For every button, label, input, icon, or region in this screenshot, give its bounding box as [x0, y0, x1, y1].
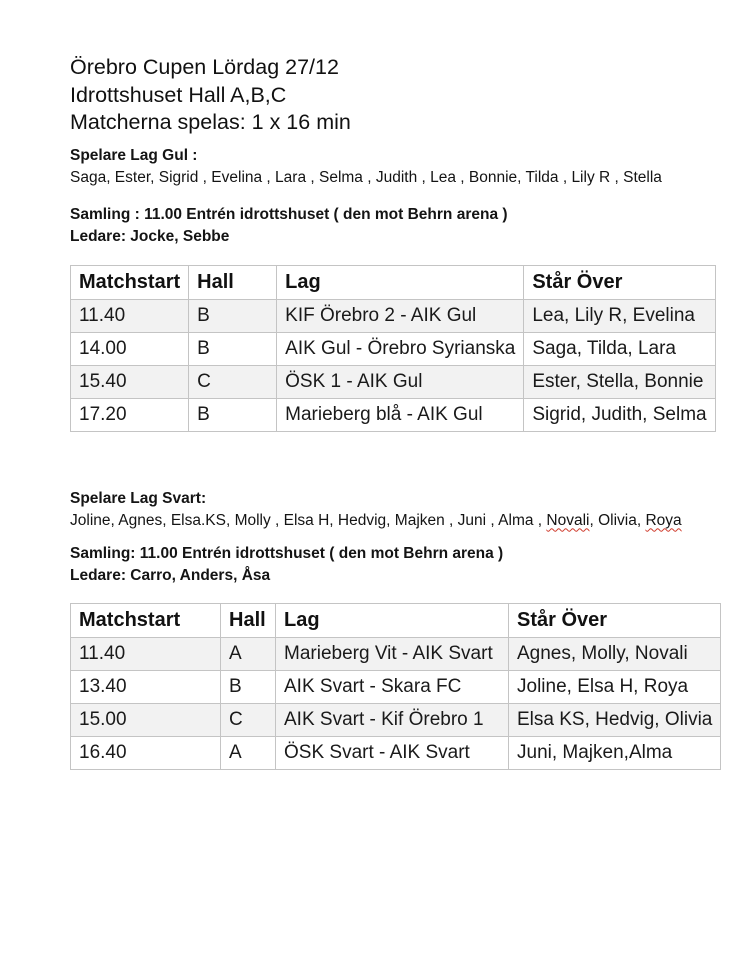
title-venue: Idrottshuset Hall A,B,C	[70, 82, 287, 107]
teams-cell: Marieberg Vit - AIK Svart	[276, 638, 509, 671]
match-time-cell: 13.40	[71, 671, 221, 704]
team-svart-meeting-section	[70, 543, 503, 586]
teams-cell: AIK Svart - Skara FC	[276, 671, 509, 704]
col-header-hall: Hall	[189, 266, 277, 300]
match-time-cell: 16.40	[71, 737, 221, 770]
standing-over-cell: Agnes, Molly, Novali	[509, 638, 721, 671]
team-gul-ledare: Ledare: Jocke, Sebbe	[70, 227, 230, 245]
standing-over-cell: Saga, Tilda, Lara	[524, 333, 715, 366]
table-row	[71, 737, 721, 770]
hall-cell: C	[221, 704, 276, 737]
standing-over-cell: Joline, Elsa H, Roya	[509, 671, 721, 704]
col-header-matchstart: Matchstart	[71, 604, 221, 638]
hall-cell: A	[221, 737, 276, 770]
standing-over-cell: Juni, Majken,Alma	[509, 737, 721, 770]
team-svart-schedule-table	[70, 603, 721, 770]
hall-cell: B	[221, 671, 276, 704]
table-row	[71, 333, 716, 366]
teams-cell: ÖSK Svart - AIK Svart	[276, 737, 509, 770]
col-header-lag: Lag	[276, 604, 509, 638]
col-header-star-over: Står Över	[524, 266, 715, 300]
standing-over-cell: Elsa KS, Hedvig, Olivia	[509, 704, 721, 737]
table-row	[71, 671, 721, 704]
team-gul-label: Spelare Lag Gul :	[70, 147, 198, 164]
team-gul-players-section	[70, 145, 662, 188]
teams-cell: Marieberg blå - AIK Gul	[277, 399, 524, 432]
table-header-row	[71, 266, 716, 300]
team-svart-samling: Samling: 11.00 Entrén idrottshuset ( den mot Behrn arena )	[70, 545, 504, 562]
match-time-cell: 14.00	[71, 333, 189, 366]
table-row	[71, 300, 716, 333]
table-row	[71, 366, 716, 399]
hall-cell: C	[189, 366, 277, 399]
player-list-segment: , Olivia,	[589, 511, 646, 529]
team-gul-meeting-section	[70, 204, 508, 247]
teams-cell: AIK Gul - Örebro Syrianska	[277, 333, 524, 366]
match-time-cell: 11.40	[71, 300, 189, 333]
team-gul-schedule-table	[70, 265, 716, 432]
col-header-star-over: Står Över	[509, 604, 721, 638]
teams-cell: AIK Svart - Kif Örebro 1	[276, 704, 509, 737]
team-gul-player-list: Saga, Ester, Sigrid , Evelina , Lara , Selma , Judith , Lea , Bonnie, Tilda , Lily R , Stella	[70, 168, 662, 186]
hall-cell: A	[221, 638, 276, 671]
col-header-matchstart: Matchstart	[71, 266, 189, 300]
team-svart-label: Spelare Lag Svart:	[70, 490, 207, 507]
document-header	[70, 54, 351, 137]
hall-cell: B	[189, 399, 277, 432]
match-time-cell: 15.40	[71, 366, 189, 399]
hall-cell: B	[189, 333, 277, 366]
team-gul-samling: Samling : 11.00 Entrén idrottshuset ( den mot Behrn arena )	[70, 206, 508, 223]
team-svart-player-list	[70, 510, 682, 532]
title-match-duration: Matcherna spelas: 1 x 16 min	[70, 110, 351, 134]
teams-cell: ÖSK 1 - AIK Gul	[277, 366, 524, 399]
col-header-lag: Lag	[277, 266, 524, 300]
match-time-cell: 15.00	[71, 704, 221, 737]
player-list-segment: Joline, Agnes, Elsa.KS, Molly , Elsa H, Hedvig, Majken , Juni , Alma ,	[70, 511, 547, 529]
col-header-hall: Hall	[221, 604, 276, 638]
hall-cell: B	[189, 300, 277, 333]
table-row	[71, 638, 721, 671]
teams-cell: KIF Örebro 2 - AIK Gul	[277, 300, 524, 333]
team-svart-ledare: Ledare: Carro, Anders, Åsa	[70, 566, 271, 584]
standing-over-cell: Ester, Stella, Bonnie	[524, 366, 715, 399]
standing-over-cell: Lea, Lily R, Evelina	[524, 300, 715, 333]
player-name-misspelled: Novali	[546, 511, 590, 529]
match-time-cell: 11.40	[71, 638, 221, 671]
title-event: Örebro Cupen Lördag 27/12	[70, 55, 339, 79]
match-time-cell: 17.20	[71, 399, 189, 432]
standing-over-cell: Sigrid, Judith, Selma	[524, 399, 715, 432]
table-row	[71, 704, 721, 737]
player-name-misspelled: Roya	[645, 511, 682, 529]
table-header-row	[71, 604, 721, 638]
team-svart-players-section	[70, 488, 682, 531]
table-row	[71, 399, 716, 432]
